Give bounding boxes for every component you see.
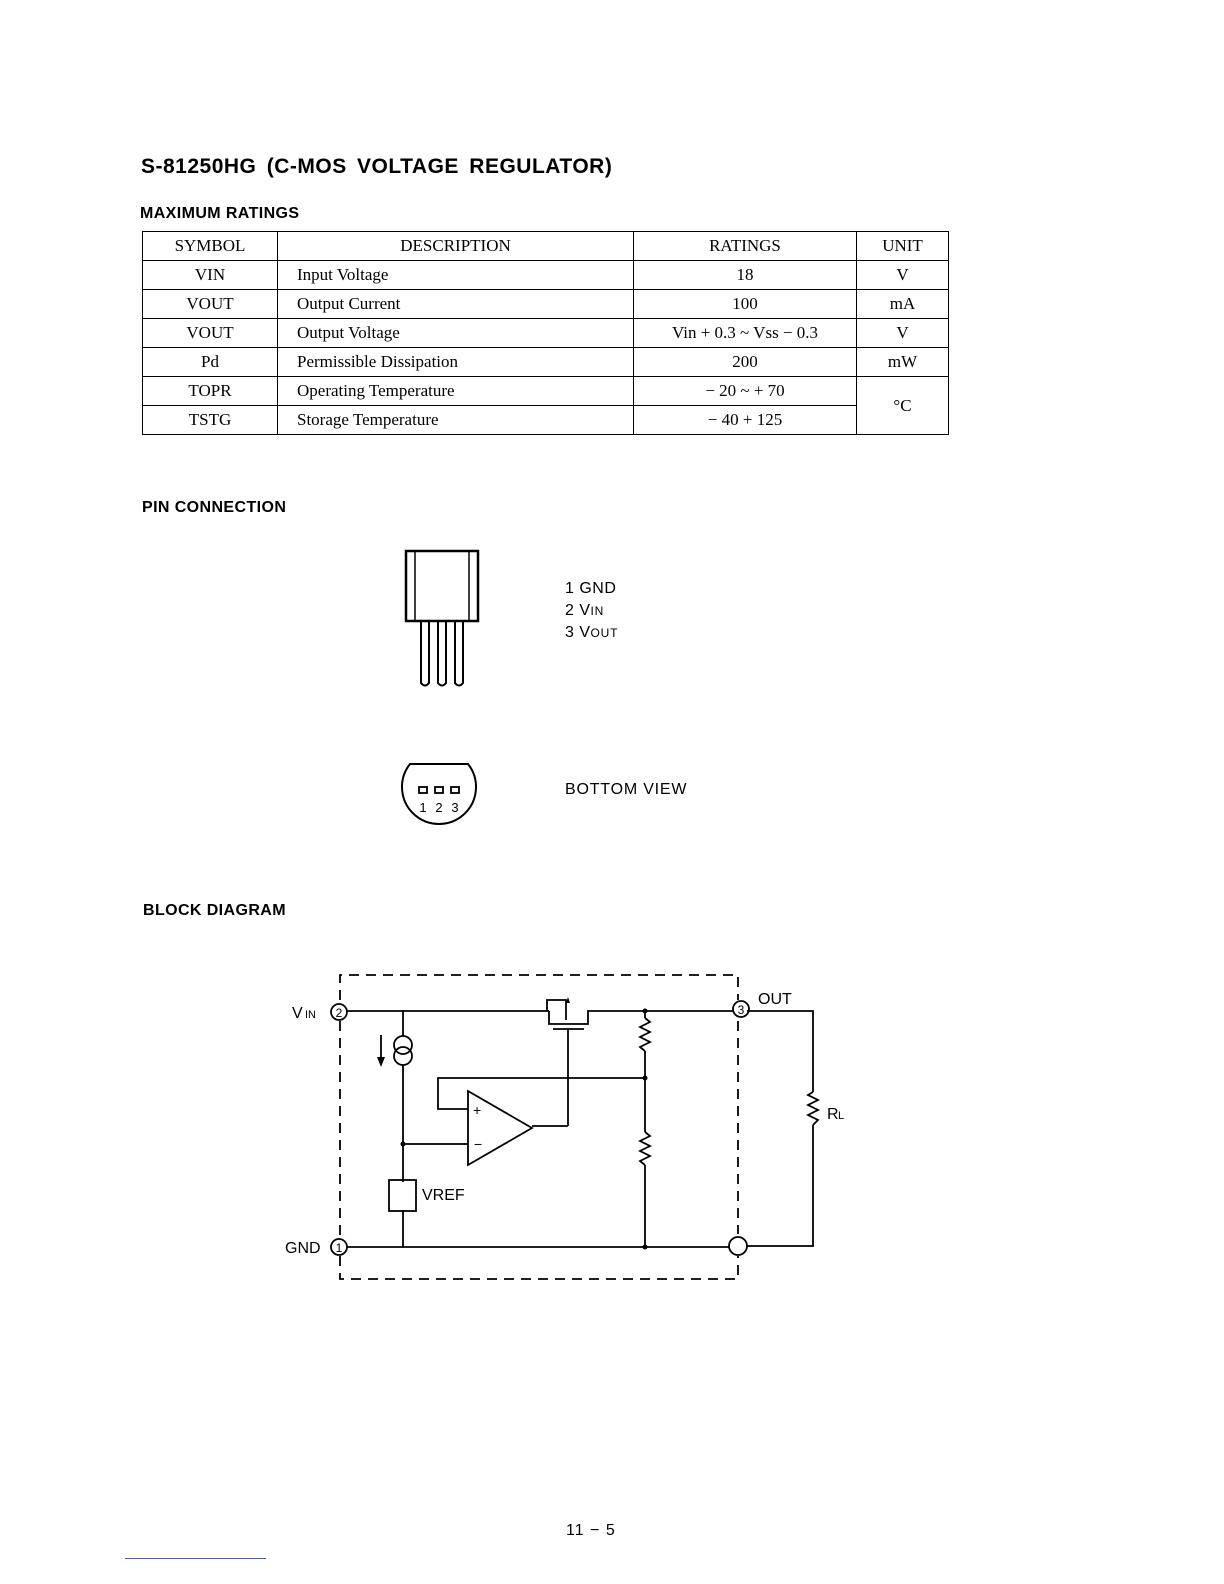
cell-rating: − 40 + 125 xyxy=(634,406,857,435)
gnd-pin-number: 1 xyxy=(335,1241,343,1255)
cell-unit: mA xyxy=(857,290,949,319)
max-ratings-table xyxy=(142,231,949,435)
cell-rating: 200 xyxy=(634,348,857,377)
cell-description: Output Current xyxy=(278,290,634,319)
cell-rating: 18 xyxy=(634,261,857,290)
block-diagram-schematic xyxy=(270,960,870,1290)
vin-label: V xyxy=(292,1005,303,1022)
cell-rating: − 20 ~ + 70 xyxy=(634,377,857,406)
section-heading-pin-connection: PIN CONNECTION xyxy=(142,499,287,516)
header-unit: UNIT xyxy=(857,232,949,261)
package-front-icon xyxy=(400,545,490,695)
vin-label-sub: IN xyxy=(305,1009,316,1021)
table-header-row xyxy=(143,232,949,261)
cell-symbol: VIN xyxy=(143,261,278,290)
section-heading-max-ratings: MAXIMUM RATINGS xyxy=(140,205,300,222)
rl-label: R xyxy=(827,1106,839,1123)
cell-symbol: TSTG xyxy=(143,406,278,435)
cell-unit: °C xyxy=(857,377,949,435)
vref-label: VREF xyxy=(422,1187,465,1204)
bottom-pin-3: 3 xyxy=(451,800,459,815)
cell-description: Permissible Dissipation xyxy=(278,348,634,377)
cell-symbol: Pd xyxy=(143,348,278,377)
cell-unit: V xyxy=(857,261,949,290)
cell-description: Input Voltage xyxy=(278,261,634,290)
vin-pin-number: 2 xyxy=(335,1006,343,1020)
cell-symbol: VOUT xyxy=(143,319,278,348)
opamp-minus: − xyxy=(474,1136,483,1152)
cell-description: Storage Temperature xyxy=(278,406,634,435)
bottom-pin-2: 2 xyxy=(435,800,443,815)
cell-symbol: TOPR xyxy=(143,377,278,406)
table-row xyxy=(143,348,949,377)
pin-item-gnd: 1 GND xyxy=(565,580,617,597)
out-label: OUT xyxy=(758,991,792,1008)
header-description: DESCRIPTION xyxy=(278,232,634,261)
pin-list xyxy=(565,578,618,644)
cell-description: Output Voltage xyxy=(278,319,634,348)
pin-item-vout: 3 VOUT xyxy=(565,624,619,641)
table-row xyxy=(143,377,949,406)
gnd-label: GND xyxy=(285,1240,321,1257)
page-title: S-81250HG (C-MOS VOLTAGE REGULATOR) xyxy=(141,155,613,178)
section-heading-block-diagram: BLOCK DIAGRAM xyxy=(143,902,286,919)
page-number: 11 − 5 xyxy=(566,1522,616,1539)
bottom-view-label: BOTTOM VIEW xyxy=(565,781,688,798)
cell-unit: V xyxy=(857,319,949,348)
cell-description: Operating Temperature xyxy=(278,377,634,406)
bottom-pin-1: 1 xyxy=(419,800,427,815)
cell-unit: mW xyxy=(857,348,949,377)
out-pin-number: 3 xyxy=(737,1003,745,1017)
table-row xyxy=(143,319,949,348)
cell-symbol: VOUT xyxy=(143,290,278,319)
table-row xyxy=(143,406,949,435)
cell-rating: Vin + 0.3 ~ Vss − 0.3 xyxy=(634,319,857,348)
table-row xyxy=(143,290,949,319)
table-row xyxy=(143,261,949,290)
package-bottom-view-icon xyxy=(398,758,484,830)
header-ratings: RATINGS xyxy=(634,232,857,261)
opamp-plus: + xyxy=(473,1102,482,1118)
cell-rating: 100 xyxy=(634,290,857,319)
footer-divider xyxy=(125,1558,266,1559)
rl-label-sub: L xyxy=(838,1110,845,1122)
pin-item-vin: 2 VIN xyxy=(565,602,605,619)
header-symbol: SYMBOL xyxy=(143,232,278,261)
